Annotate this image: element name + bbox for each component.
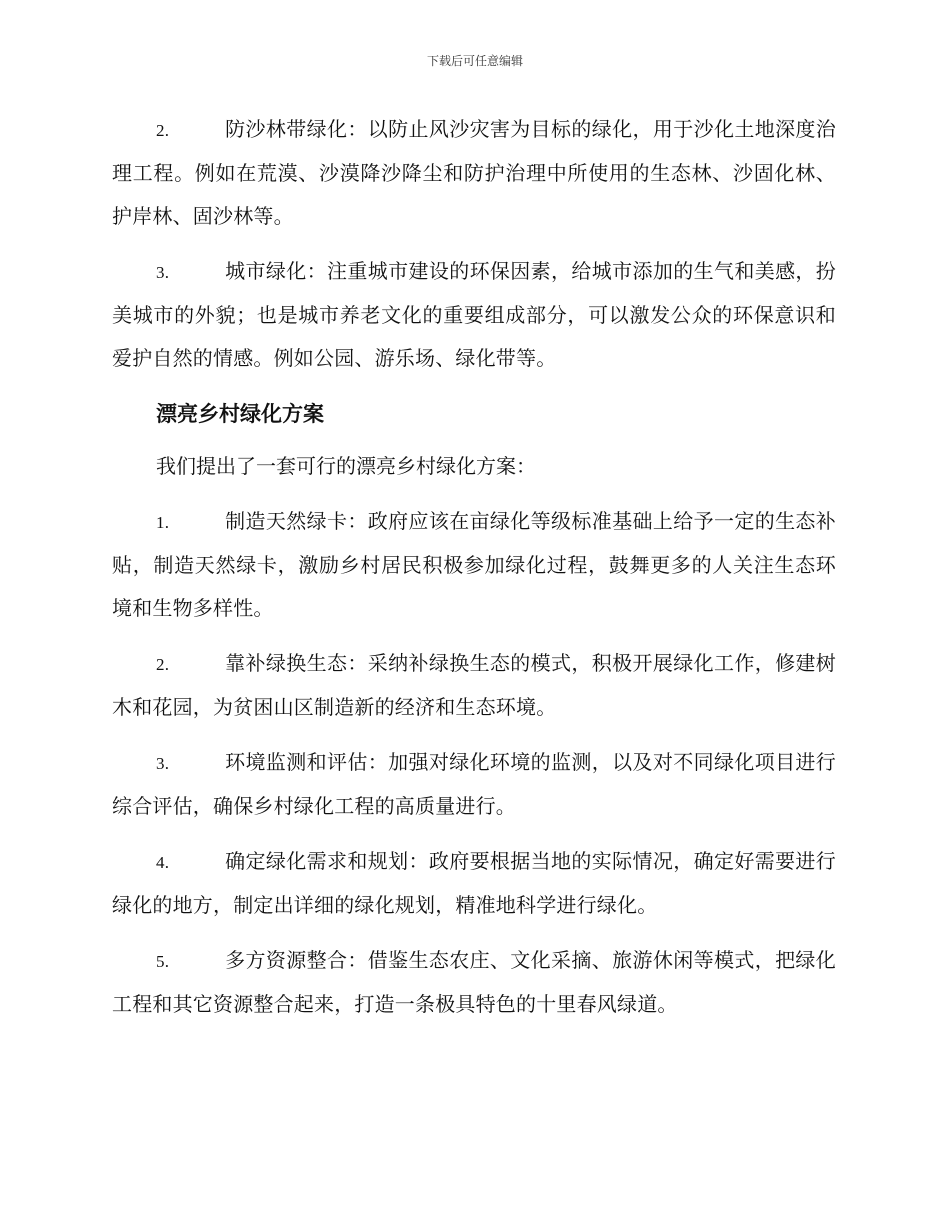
list-item-text: 环境监测和评估：加强对绿化环境的监测，以及对不同绿化项目进行综合评估，确保乡村绿化工程的高质量进行。 [112, 750, 836, 818]
list-item-number: 2. [156, 655, 170, 674]
list-item-number: 3. [156, 263, 170, 282]
list-item-text: 防沙林带绿化：以防止风沙灾害为目标的绿化，用于沙化土地深度治理工程。例如在荒漠、沙漠降沙降尘和防护治理中所使用的生态林、沙固化林、护岸林、固沙林等。 [112, 117, 836, 228]
list-item-text: 靠补绿换生态：采纳补绿换生态的模式，积极开展绿化工作，修建树木和花园，为贫困山区制造新的经济和生态环境。 [112, 651, 836, 719]
section-heading: 漂亮乡村绿化方案 [156, 401, 324, 426]
list-item [112, 642, 836, 729]
list-item [112, 108, 836, 238]
document-content [112, 108, 836, 1038]
list-item [112, 500, 836, 630]
list-item [112, 741, 836, 828]
list-item-text: 制造天然绿卡：政府应该在亩绿化等级标准基础上给予一定的生态补贴，制造天然绿卡，激励乡村居民积极参加绿化过程，鼓舞更多的人关注生态环境和生物多样性。 [112, 509, 836, 620]
list-item-number: 5. [156, 952, 170, 971]
list-item [112, 939, 836, 1026]
list-item-text: 城市绿化：注重城市建设的环保因素，给城市添加的生气和美感，扮美城市的外貌；也是城市养老文化的重要组成部分，可以激发公众的环保意识和爱护自然的情感。例如公园、游乐场、绿化带等。 [112, 259, 836, 370]
list-item-number: 2. [156, 121, 170, 140]
list-item-number: 3. [156, 754, 170, 773]
list-item [112, 840, 836, 927]
section-intro: 我们提出了一套可行的漂亮乡村绿化方案： [156, 454, 536, 478]
list-item-text: 确定绿化需求和规划：政府要根据当地的实际情况，确定好需要进行绿化的地方，制定出详细的绿化规划，精准地科学进行绿化。 [112, 849, 836, 917]
list-item-number: 4. [156, 853, 170, 872]
list-item-text: 多方资源整合：借鉴生态农庄、文化采摘、旅游休闲等模式，把绿化工程和其它资源整合起来，打造一条极具特色的十里春风绿道。 [112, 948, 836, 1016]
list-item-number: 1. [156, 513, 170, 532]
header-note: 下载后可任意编辑 [426, 54, 523, 68]
list-item [112, 250, 836, 380]
